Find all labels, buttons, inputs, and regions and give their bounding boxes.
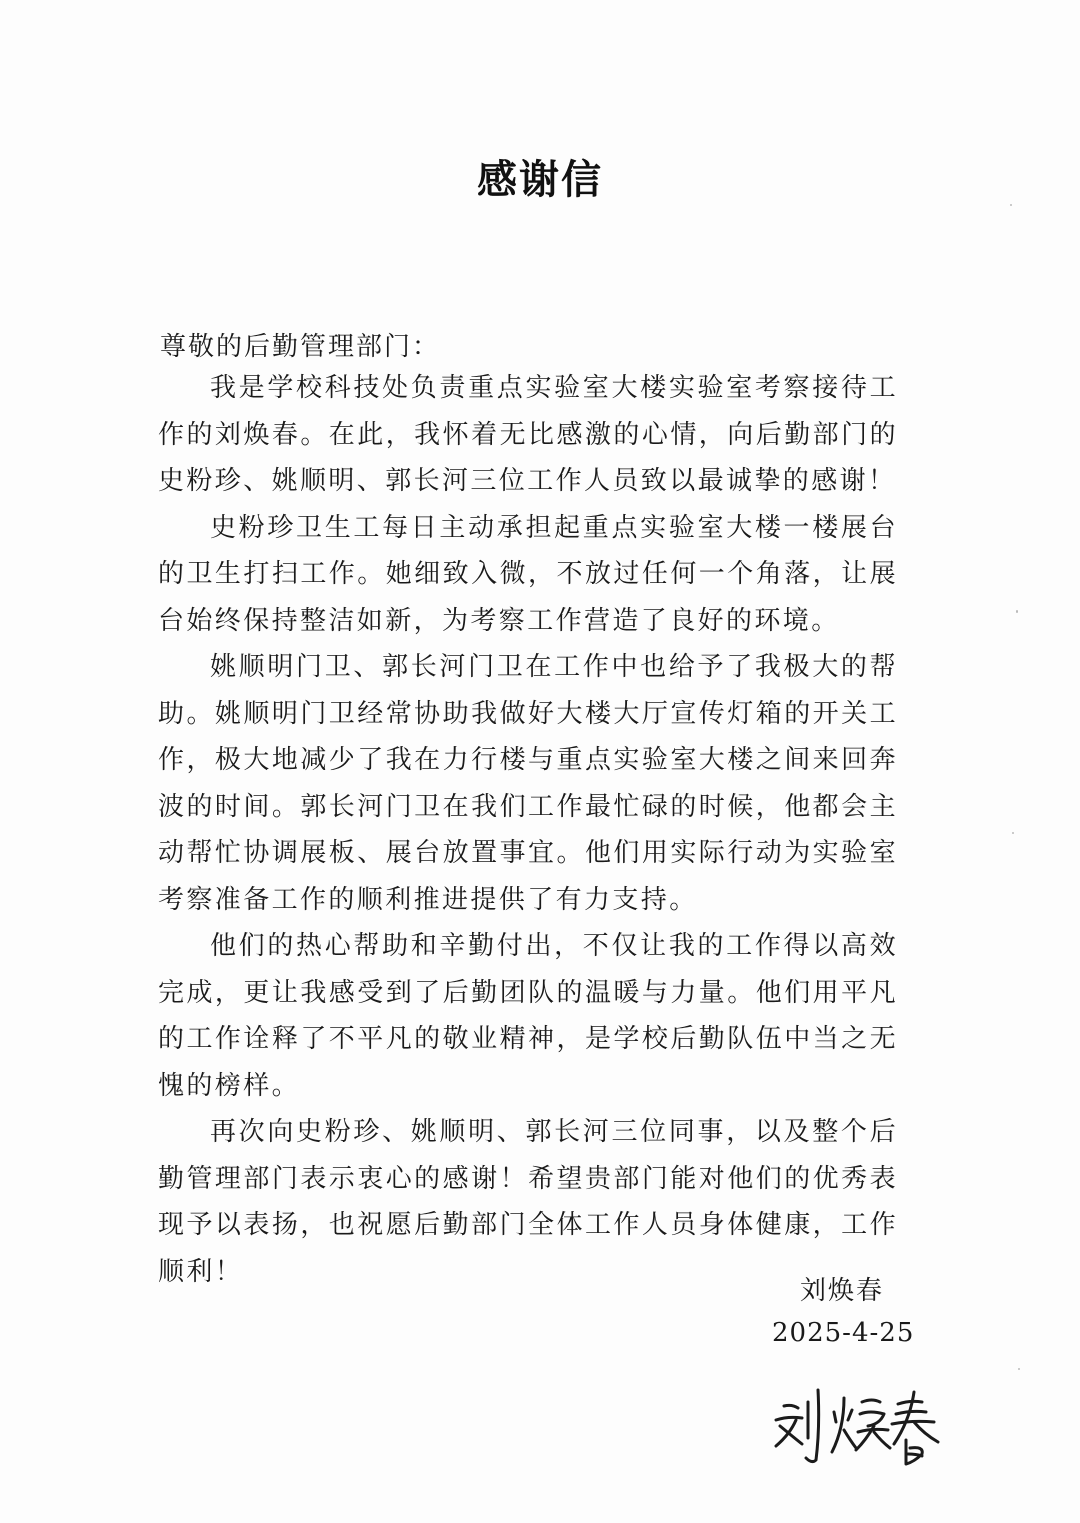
letter-body <box>158 365 898 1295</box>
scan-speck <box>1010 204 1012 206</box>
body-paragraph-5: 再次向史粉珍、姚顺明、郭长河三位同事，以及整个后勤管理部门表示衷心的感谢！希望贵部门能对他们的优秀表现予以表扬，也祝愿后勤部门全体工作人员身体健康，工作顺利！ <box>158 1117 898 1287</box>
handwritten-signature <box>762 1368 942 1478</box>
scan-speck <box>1016 610 1018 613</box>
scan-speck <box>1012 832 1014 834</box>
body-paragraph-1: 我是学校科技处负责重点实验室大楼实验室考察接待工作的刘焕春。在此，我怀着无比感激的心情，向后勤部门的史粉珍、姚顺明、郭长河三位工作人员致以最诚挚的感谢！ <box>158 373 898 496</box>
body-paragraph-4: 他们的热心帮助和辛勤付出，不仅让我的工作得以高效完成，更让我感受到了后勤团队的温暖与力量。他们用平凡的工作诠释了不平凡的敬业精神，是学校后勤队伍中当之无愧的榜样。 <box>158 931 898 1101</box>
letter-title: 感谢信 <box>477 157 603 203</box>
signer-name: 刘焕春 <box>800 1276 885 1306</box>
letter-date: 2025-4-25 <box>772 1318 915 1348</box>
body-paragraph-3: 姚顺明门卫、郭长河门卫在工作中也给予了我极大的帮助。姚顺明门卫经常协助我做好大楼大厅宣传灯箱的开关工作，极大地减少了我在力行楼与重点实验室大楼之间来回奔波的时间。郭长河门卫在我们工作最忙碌的时候，他都会主动帮忙协调展板、展台放置事宜。他们用实际行动为实验室考察准备工作的顺利推进提供了有力支持。 <box>158 652 898 915</box>
body-paragraph-2: 史粉珍卫生工每日主动承担起重点实验室大楼一楼展台的卫生打扫工作。她细致入微，不放过任何一个角落，让展台始终保持整洁如新，为考察工作营造了良好的环境。 <box>158 512 898 636</box>
scan-speck <box>1018 1368 1020 1370</box>
salutation: 尊敬的后勤管理部门： <box>160 332 441 362</box>
